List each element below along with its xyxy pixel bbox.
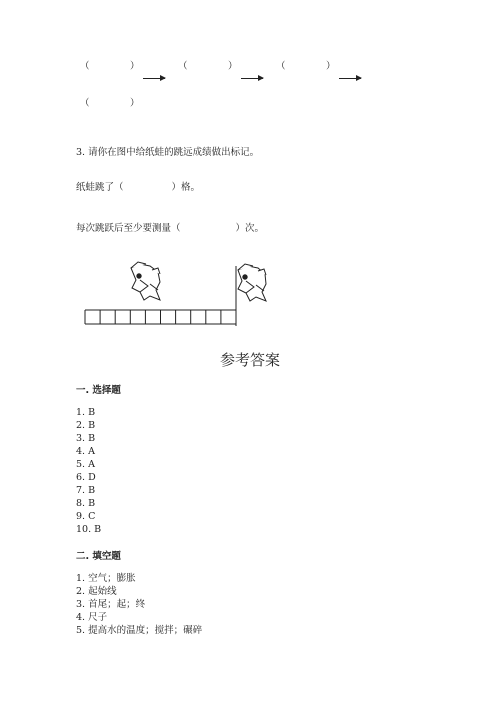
blank-1-open: （ [80,61,90,72]
answer-key-title: 参考答案 [219,351,280,369]
paper-frog-end-icon [238,264,266,301]
answer-item: 3. B [76,433,96,444]
blank-2-open: （ [178,61,188,72]
line-2-before: 每次跳跃后至少要测量（ [76,223,181,234]
answer-item: 2. B [76,420,96,431]
section-1-heading: 一. 选择题 [76,385,121,396]
answer-item: 1. B [76,407,96,418]
measuring-track [85,310,236,324]
line-1-before: 纸蛙跳了（ [76,182,124,193]
blank-4-close: ） [130,98,140,109]
answer-item: 2. 起始线 [76,586,117,597]
answer-item: 9. C [76,511,96,522]
answer-item: 4. 尺子 [76,612,108,623]
blank-4-open: （ [80,98,90,109]
answer-item: 3. 首尾；起；终 [76,599,146,610]
section-2-heading: 二. 填空题 [76,551,121,562]
question-3-prompt: 3. 请你在图中给纸蛙的跳远成绩做出标记。 [76,147,260,158]
answer-item: 8. B [76,498,96,509]
answer-item: 5. A [76,459,95,470]
answer-item: 6. D [76,472,96,483]
blank-2-close: ） [228,61,238,72]
answer-item: 4. A [76,446,95,457]
line-2-after: ）次。 [235,223,265,234]
paper-frog-start-icon [131,262,160,300]
answer-item: 7. B [76,485,96,496]
answer-item: 5. 提高水的温度；搅拌；碾碎 [76,625,203,636]
blank-1-close: ） [130,61,140,72]
blank-3-close: ） [326,61,336,72]
answer-item: 1. 空气；膨胀 [76,573,136,584]
blank-3-open: （ [276,61,286,72]
answer-item: 10. B [76,524,102,535]
line-1-after: ）格。 [171,182,201,193]
